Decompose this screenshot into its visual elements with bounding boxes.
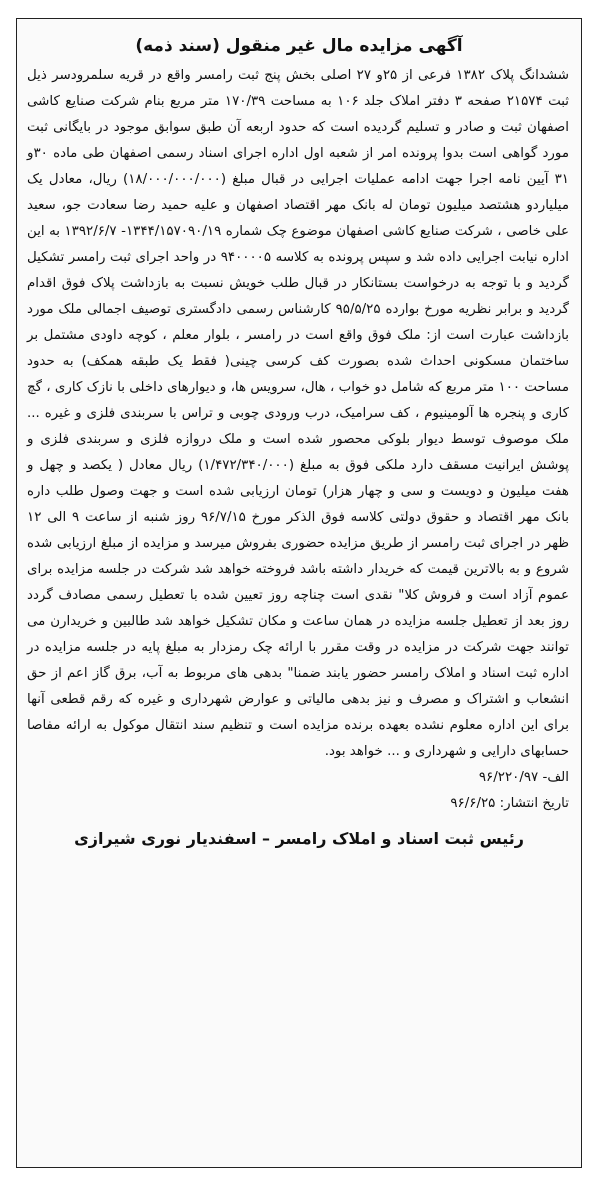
- signature-line: رئیس ثبت اسناد و املاک رامسر – اسفندیار نوری شیرازی: [74, 829, 524, 848]
- notice-body: [27, 63, 569, 765]
- reference-number: الف- ۹۶/۲۲۰/۹۷: [478, 770, 569, 785]
- notice-title: آگهی مزایده مال غیر منقول (سند ذمه): [135, 36, 463, 56]
- newspaper-clipping: [16, 18, 582, 1168]
- notice-body-text: ششدانگ پلاک ۱۳۸۲ فرعی از ۲۵و ۲۷ اصلی بخش پنج ثبت رامسر واقع در قریه سلمرودسر ذیل ثبت ۲۱۵۷۴ صفحه ۳ دفتر املاک جلد ۱۰۶ به مساحت ۱۷۰/۳۹ متر مربع بنام شرکت صنایع کاشی اصفهان ثبت و صادر و تسلیم گردیده است که حدود اربعه آن طبق سوابق موجود در بایگانی ثبت مورد گواهی است بدوا پرونده امر از شعبه اول اداره اجرای اسناد رسمی اصفهان طی ماده ۳۰و ۳۱ آیین نامه اجرا جهت ادامه عملیات اجرایی در قبال مبلغ (۱۸/۰۰۰/۰۰۰/۰۰۰) ریال، معادل یک میلیاردو هشتصد میلیون تومان له بانک مهر اقتصاد اصفهان و علیه حمید رضا سعادت جو، سعید علی خاصی ، شرکت صنایع کاشی اصفهان موضوع چک شماره ۱۳۴۴/۱۵۷۰۹۰/۱۹- ۱۳۹۲/۶/۷ به این اداره نیابت اجرایی داده شد و سپس پرونده به کلاسه ۹۴۰۰۰۰۵ در واحد اجرای ثبت رامسر تشکیل گردید و با توجه به درخواست بستانکار در قبال طلب خویش نسبت به بازداشت پلاک فوق اقدام گردید و برابر نظریه مورخ بوارده ۹۵/۵/۲۵ کارشناس رسمی دادگستری توصیف اجمالی ملک مورد بازداشت عبارت است از: ملک فوق واقع است در رامسر ، بلوار معلم ، کوچه داودی مشتمل بر ساختمان مسکونی احداث شده بصورت کف کرسی چینی( فقط یک طبقه همکف) به حدود مساحت ۱۰۰ متر مربع که شامل دو خواب ، هال، سرویس ها، و دیوارهای داخلی با نازک کاری ، گچ کاری و پنجره ها آلومینیوم ، کف سرامیک، درب ورودی چوبی و تراس با سربندی فلزی و غیره ... ملک موصوف توسط دیوار بلوکی محصور شده است و ملک دروازه فلزی و سربندی فلزی و پوشش ایرانیت مسقف دارد ملکی فوق به مبلغ (۱/۴۷۲/۳۴۰/۰۰۰) ریال معادل ( یکصد و چهل و هفت میلیون و دویست و سی و چهار هزار) تومان ارزیابی شده است و جهت وصول طلب داره بانک مهر اقتصاد و حقوق دولتی کلاسه فوق الذکر مورخ ۹۶/۷/۱۵ روز شنبه از ساعت ۹ الی ۱۲ ظهر در اجرای ثبت رامسر از طریق مزایده حضوری بفروش میرسد و مزایده از مبلغ ارزیابی شده شروع و به بالاترین قیمت که خریدار داشته باشد فروخته خواهد شد شرکت در جلسه مزایده برای عموم آزاد است و فروش کلا" نقدی است چناچه روز تعیین شده با تعطیل رسمی مصادف گردد روز بعد از تعطیل جلسه مزایده در همان ساعت و مکان تشکیل خواهد شد طالبین و خریدارن می توانند جهت شرکت در مزایده در وقت مقرر با ارائه چک رمزدار به مبلغ پایه در جلسه مزایده در اداره ثبت اسناد و املاک رامسر حضور یابند ضمنا" بدهی های مربوط به آب، برق گاز اعم از حق انشعاب و اشتراک و مصرف و نیز بدهی مالیاتی و عوارض شهرداری و غیره که رقم قطعی آنها برای این اداره معلوم نشده بعهده برنده مزایده است و تنظیم سند انتقال موکول به ارائه مفاصا حسابهای دارایی و شهرداری و ... خواهد بود.: [27, 68, 570, 759]
- publish-date: تاریخ انتشار: ۹۶/۶/۲۵: [450, 796, 569, 811]
